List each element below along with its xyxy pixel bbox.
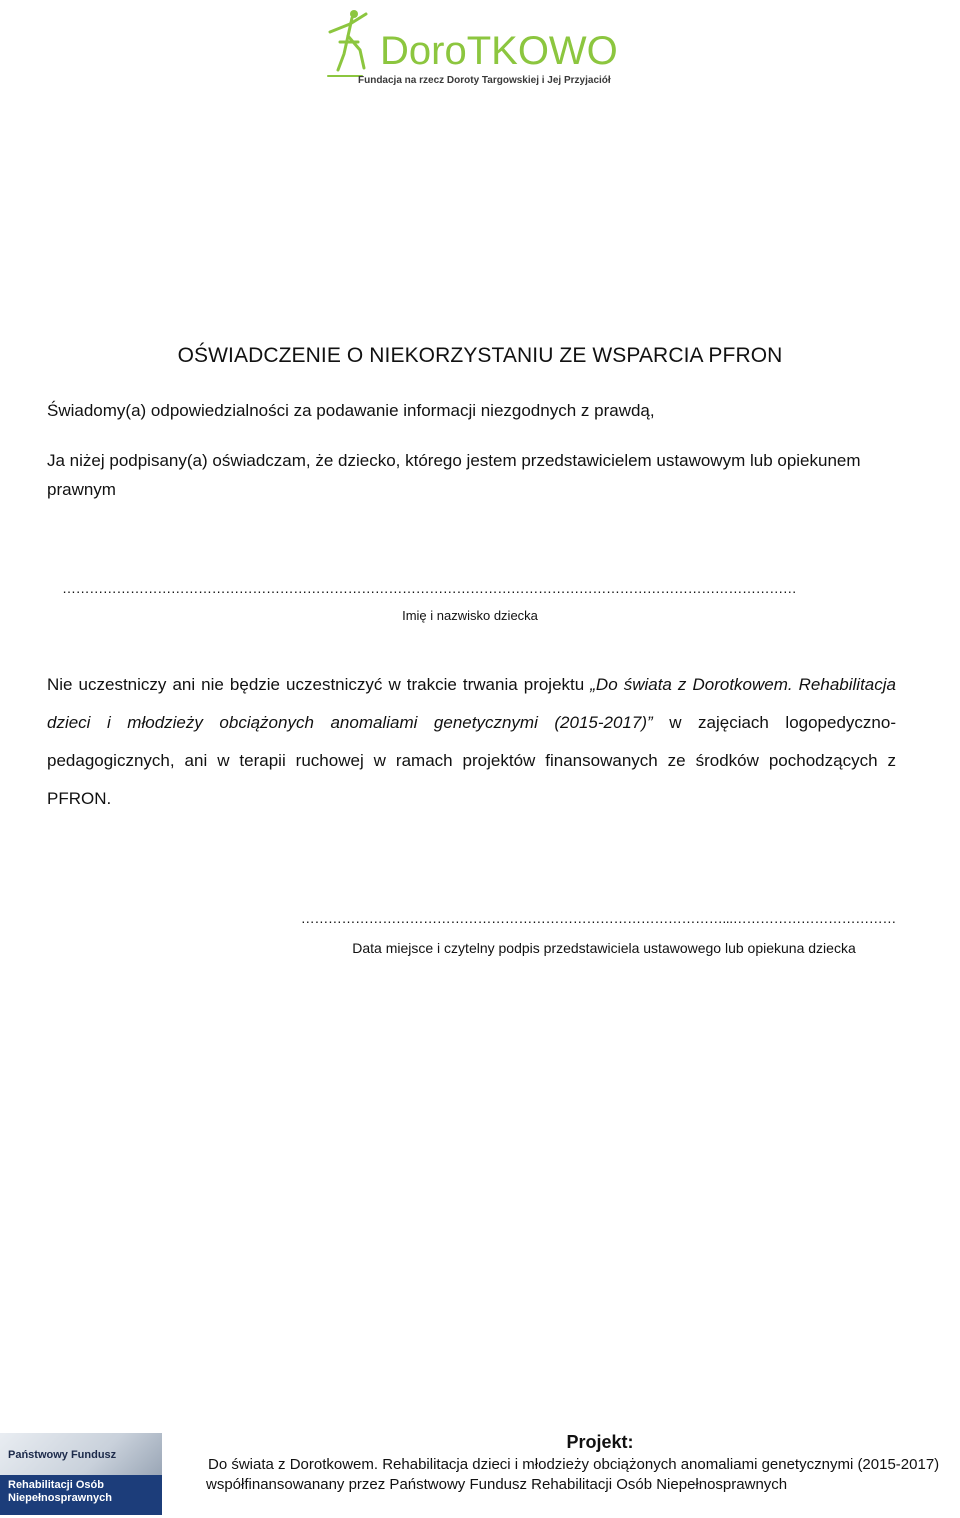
document-title: OŚWIADCZENIE O NIEKORZYSTANIU ZE WSPARCIA PFRON [177,344,783,367]
footer-heading: Projekt: [566,1432,634,1452]
declaration-paragraph: Ja niżej podpisany(a) oświadczam, że dziecko, którego jestem przedstawicielem ustawowym lub opiekunem prawnym [47,451,861,499]
pfron-logo-line2: Rehabilitacji Osób [8,1479,104,1491]
statement-text-before: Nie uczestniczy ani nie będzie uczestniczyć w trakcie trwania projektu [47,675,591,694]
pfron-logo-lines [8,1479,112,1505]
statement-paragraph [47,666,896,818]
awareness-paragraph: Świadomy(a) odpowiedzialności za podawanie informacji niezgodnych z prawdą, [47,401,655,420]
statement-text-after: w zajęciach logopedyczno-pedagogicznych, ani w terapii ruchowej w ramach projektów finansowanych ze środków pochodzących z PFRON. [47,713,896,808]
child-name-field[interactable]: ……………………………………………………………………………………………………………………………………………… [62,580,797,596]
logo-subtitle: Fundacja na rzecz Doroty Targowskiej i Jej Przyjaciół [358,75,611,86]
dorotkowo-logo [318,6,618,88]
child-name-label: Imię i nazwisko dziecka [402,608,538,623]
signature-label: Data miejsce i czytelny podpis przedstawiciela ustawowego lub opiekuna dziecka [352,940,856,956]
footer-cofinancing: współfinansowanany przez Państwowy Fundusz Rehabilitacji Osób Niepełnosprawnych [206,1476,788,1493]
pfron-logo-line1: Państwowy Fundusz [8,1449,117,1461]
pfron-logo [0,1433,162,1515]
signature-field[interactable]: …………………………………………………………………………………...……………………………… [300,910,896,926]
logo-wordmark: DoroTKOWO [380,29,618,73]
pfron-logo-line3: Niepełnosprawnych [8,1492,112,1504]
footer-project-title: Do świata z Dorotkowem. Rehabilitacja dzieci i młodzieży obciążonych anomaliami genetycznymi (2015-2017) [208,1456,940,1473]
project-name: „Do świata z Dorotkowem. Rehabilitacja dzieci i młodzieży obciążonych anomaliami genetycznymi (2015-2017)” [47,675,896,732]
